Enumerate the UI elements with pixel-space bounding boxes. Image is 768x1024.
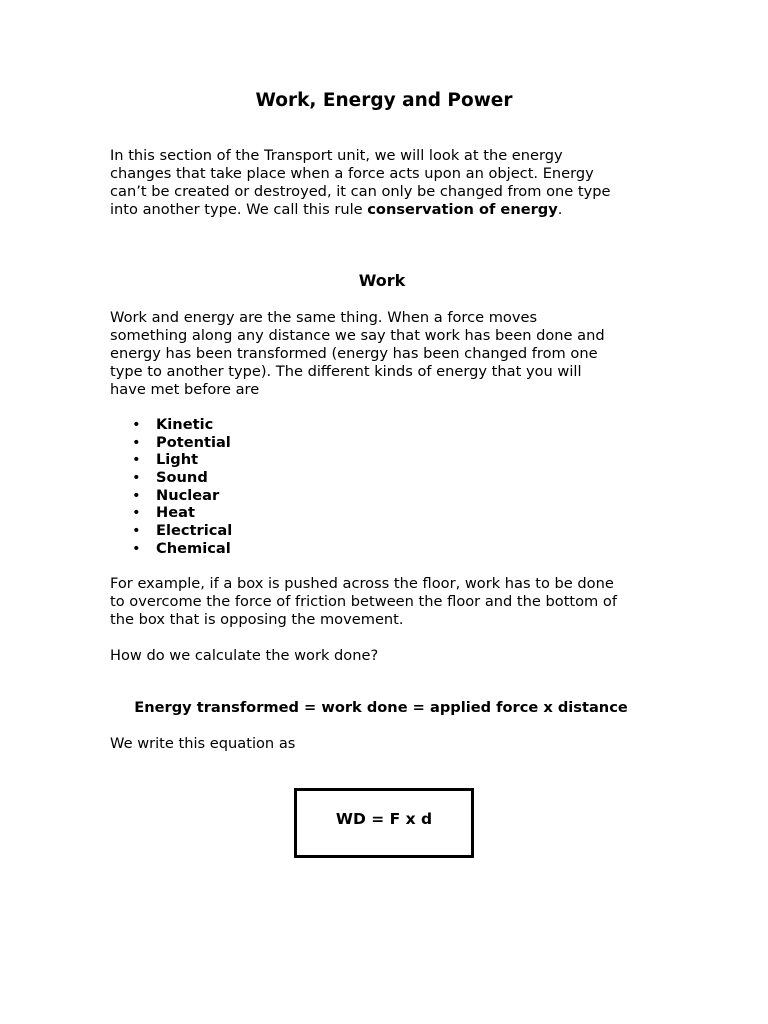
list-item: [110, 540, 232, 558]
intro-paragraph: [110, 147, 670, 219]
energy-type-label: Nuclear: [156, 486, 220, 504]
bullet-icon: •: [132, 522, 141, 540]
bullet-icon: •: [132, 504, 141, 522]
page-title: Work, Energy and Power: [255, 90, 513, 111]
energy-type-label: Potential: [156, 433, 231, 451]
energy-types-list: [110, 416, 232, 558]
intro-line: In this section of the Transport unit, we will look at the energy: [110, 147, 563, 164]
energy-type-label: Kinetic: [156, 416, 214, 433]
work-paragraph-line: energy has been transformed (energy has been changed from one: [110, 345, 598, 362]
list-item: [110, 451, 232, 469]
work-paragraph-line: have met before are: [110, 381, 260, 398]
bullet-icon: •: [132, 433, 141, 451]
intro-line: [110, 201, 670, 219]
energy-type-label: Heat: [156, 504, 195, 522]
work-paragraph-line: type to another type). The different kinds of energy that you will: [110, 363, 582, 380]
list-item: [110, 487, 232, 505]
list-item: [110, 504, 232, 522]
bullet-icon: •: [132, 539, 141, 557]
intro-line-prefix: into another type. We call this rule: [110, 201, 368, 218]
intro-line: can’t be created or destroyed, it can only be changed from one type: [110, 183, 611, 200]
bullet-icon: •: [132, 451, 141, 469]
work-paragraph: [110, 309, 670, 399]
example-line: the box that is opposing the movement.: [110, 611, 404, 628]
list-item: [110, 416, 232, 434]
example-line: For example, if a box is pushed across the floor, work has to be done: [110, 575, 614, 592]
bullet-icon: •: [132, 416, 141, 433]
bullet-icon: •: [132, 469, 141, 487]
calculation-question: How do we calculate the work done?: [110, 647, 379, 664]
work-section-heading: Work: [358, 271, 406, 290]
energy-type-label: Sound: [156, 469, 208, 487]
word-equation: Energy transformed = work done = applied force x distance: [134, 699, 628, 716]
energy-type-label: Chemical: [156, 539, 231, 557]
work-paragraph-line: Work and energy are the same thing. When a force moves: [110, 309, 538, 326]
intro-line: changes that take place when a force acts upon an object. Energy: [110, 165, 594, 182]
bullet-icon: •: [132, 486, 141, 504]
list-item: [110, 434, 232, 452]
work-done-formula: WD = F x d: [335, 810, 433, 828]
example-paragraph: [110, 575, 670, 629]
conservation-of-energy-term: conservation of energy: [367, 201, 558, 218]
intro-line-suffix: .: [557, 201, 563, 218]
equation-intro: We write this equation as: [110, 735, 296, 752]
list-item: [110, 469, 232, 487]
example-line: to overcome the force of friction between the floor and the bottom of: [110, 593, 617, 610]
energy-type-label: Electrical: [156, 522, 233, 540]
work-paragraph-line: something along any distance we say that work has been done and: [110, 327, 605, 344]
list-item: [110, 522, 232, 540]
energy-type-label: Light: [156, 451, 199, 469]
formula-box: [294, 788, 474, 858]
